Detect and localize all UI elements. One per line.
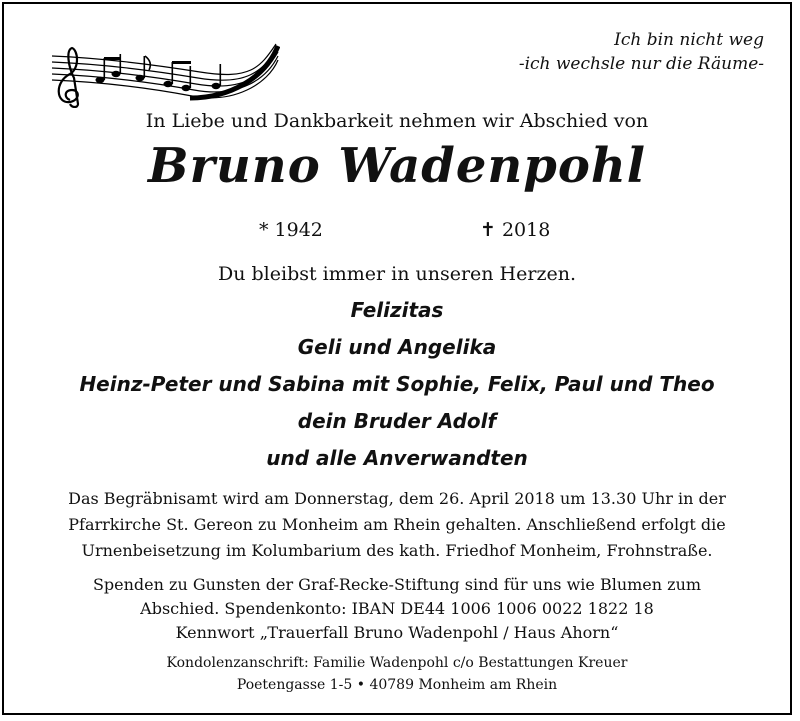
life-dates bbox=[4, 219, 790, 247]
motto-line-1: Ich bin nicht weg bbox=[614, 30, 764, 50]
death-year: 2018 bbox=[501, 219, 551, 241]
motto-quote bbox=[519, 28, 764, 76]
death-date bbox=[480, 219, 550, 241]
deceased-name: Bruno Wadenpohl bbox=[148, 138, 646, 194]
donation-line: Kennwort „Trauerfall Bruno Wadenpohl / Haus Ahorn“ bbox=[175, 623, 619, 642]
memorial-phrase: Du bleibst immer in unseren Herzen. bbox=[218, 263, 576, 285]
intro-line: In Liebe und Dankbarkeit nehmen wir Abschied von bbox=[145, 110, 649, 132]
condolence-line: Kondolenzanschrift: Familie Wadenpohl c/o Bestattungen Kreuer bbox=[166, 655, 628, 671]
family-line: Geli und Angelika bbox=[297, 335, 497, 359]
family-line: und alle Anverwandten bbox=[266, 446, 528, 470]
condolence-address bbox=[4, 652, 790, 696]
donation-info bbox=[4, 573, 790, 645]
motto-line-2: -ich wechsle nur die Räume- bbox=[518, 54, 764, 74]
service-line: Das Begräbnisamt wird am Donnerstag, dem 26. April 2018 um 13.30 Uhr in der bbox=[68, 489, 726, 508]
funeral-service-info bbox=[4, 486, 790, 564]
service-line: Pfarrkirche St. Gereon zu Monheim am Rhein gehalten. Anschließend erfolgt die bbox=[68, 515, 726, 534]
obituary-notice bbox=[2, 2, 792, 715]
family-line: dein Bruder Adolf bbox=[297, 409, 497, 433]
donation-line: Spenden zu Gunsten der Graf-Recke-Stiftung sind für uns wie Blumen zum bbox=[92, 575, 702, 594]
family-line: Felizitas bbox=[350, 298, 444, 322]
birth-year: * 1942 bbox=[259, 219, 323, 241]
music-notes-staff-icon bbox=[40, 38, 280, 108]
service-line: Urnenbeisetzung im Kolumbarium des kath. Friedhof Monheim, Frohnstraße. bbox=[81, 541, 713, 560]
donation-line: Abschied. Spendenkonto: IBAN DE44 1006 1006 0022 1822 18 bbox=[140, 599, 654, 618]
cross-icon: ✝ bbox=[480, 219, 496, 241]
condolence-line: Poetengasse 1-5 • 40789 Monheim am Rhein bbox=[236, 677, 558, 693]
family-line: Heinz-Peter und Sabina mit Sophie, Felix, Paul und Theo bbox=[79, 372, 715, 396]
family-list bbox=[4, 292, 790, 477]
